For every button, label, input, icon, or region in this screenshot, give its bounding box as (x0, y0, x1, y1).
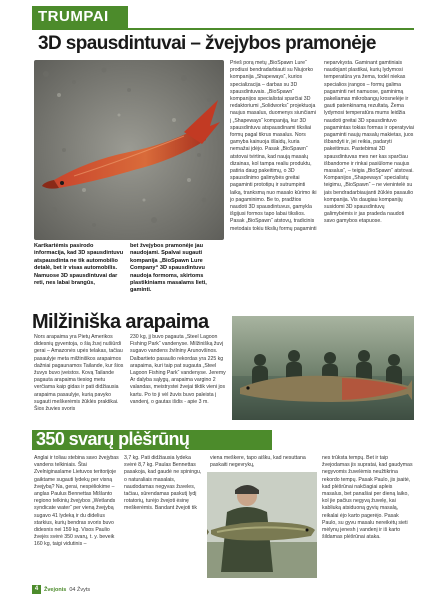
article2-column-1: Nors arapaima yra Pietų Amerikos didesnių gyventoja, o šią žuvį nušiūrdi gerai – Amazonės upės telakas, tačiau pasaulyje meta milžiniškos arapaimos dažniai pagaunamos Tailande, kur šios žuvys buvo įveistos. Kovą Tailande pagauta arapaima tiesiog metu verčiama kaip gidas ir pati didžiausia arapaima pasaulyje, kurią pavyko sugauti meškerėmis žūklės praktikai. Šios žuvies svoris (34, 334, 124, 413)
section-rule (32, 28, 414, 30)
article2-column-2: 230 kg, jį buvo pagauta „Steel Lagoon Fishing Park“ vandenyse. Milžinišką žuvį sugavo vandens žvilniny Arunovšinos. Dalbartieto pasaulio rekordas yra 225 kg arapaima, kuri taip pat sugauta „Steel Lagoon Fishing Park“ vandenyse. Jeremy Ar dalyba sąlygų, arapaima vargino 2 valandas, meistrystei žvejai tiktik vieni jos kartu. Po to ji vėl žuvis buvo paleista į vandenį, o gautas išdis - apie 3 m. (130, 334, 226, 405)
article1-column-2: Prieš porą metų „BioSpawn Lure“ prodiusi bendradarbiauti su Niujorko kompanija „Shapeways“, kurios specializacija – darbas su 3D spausdintuvais. „BioSpawn“ kompanijos specialistai sparčiai 3D redaktoriumi „Solidworks“ projektuoja naujus masalus, duomenys siunčiami į „Shapeways“ kompaniją, kur 3D spausdintuvu atspausdinami tiksliai formų pagal tikrus masalus. Nors gamyba kainuoja išlaidų, kuria nemažai įdėjo. Pasak „BioSpawn“ atstovai tvirtina, kad naują masalų dizainas, kol tampa realiu produktu, patiria daug pakeitimų, o 3D spausdinimo galimybės greitai pagaminti prototipų ir sutrumpinti laiką, tranksmą nuo masalo kūrimo iki jo pagaminimo. Be to, pradžios naudoti 3D spausdintuvus, gamykla išgijusi formos tapo labai tikslios. Pasak „BioSpawn“ atstovų, tradicinis metodais tokiu tikslių formų pagaminti (230, 60, 317, 232)
article3-column-2: 3,7 kg. Pati didžiausia lydeka svėrė 8,7 kg. Paulas Bennettas pasakoja, kad gaudė ne spiningu, o naturaliais masalais, naudodamas negyvas žuveles, tačiau, sūrendamas paskutį lydį rotatorių, turėjo žvejoti ėsinę meškerėmis. Bandant žvejoti tik (124, 455, 202, 512)
article3-column-4: nes trūksta tempų. Bet ir taip žvejodamas jis supratai, kad gaudymas negyvomis žuvelėmis neužtikrina rekordo tempų. Pasak Paulo, jis įsaitė, kad plėšrūnai nakčiagiai apleis masalus, bet panašiai per dieną laiko, kol jie pačius negyvą žuvelę, kai kabliuką atsiduoną gyvių masalą, reikalai ėjo karto pagerėjo. Pasak Paulo, su gyvu masalu nereikėtų sieti mėlynų jenesh į vandenį ir iš karto šildamas plėšrūnai ataka. (322, 455, 413, 541)
lure-caption-left: Kartkartėmis pasirodo informacija, kad 3D spausdintuvu atspausdinta ne tik automobilio detalė, bet ir visas automobilis. Namuose 3D spausdintuvai dar reti, nes labai brangūs, (34, 243, 124, 287)
article3-column-1: Anglai ir toliau stebina savo žvejybas vandens telkiniais. Štai Zvelniginaslame Lietuvos teritorijoje gaiktame sugauti lydekų per visną žvejybą? Na, gerai, nespėliokime – anglas Paulus Bennettas Mišlanto regiono telkinių žvejybos „Wetlands syndicate water“ per vieną žvejybą sugavo 41 lydeką ir du didelius starkius, kurių bendras svoris buvo didesnis nei 159 kg. Visos Paulio žvejės svėrė 350 svarų, t. y. beveik 160 kg, taigi vidutinis – (34, 455, 119, 548)
lure-caption-right: bet žvejybos pramonėje jau naudojami. Spalvai sugauti kompanija „BioSpawn Lure Company“ 3D spausdintuvu naudoja formoms, skirtoms plastikiniams masalams lieti, gaminti. (130, 243, 207, 294)
section-tag: TRUMPAI (32, 6, 128, 28)
magazine-name: Žvejonis (44, 586, 67, 593)
article2-title: Milžiniška arapaima (32, 311, 209, 333)
article1-title: 3D spausdintuvai – žvejybos pramonėje (38, 33, 376, 54)
issue-label: 04 Žvyts (69, 586, 91, 593)
article1-column-3: neparvkysta. Gaminant gamtiniais naudojant plastikai, kurių lydymosi temperatūra yra žema, todėl niekas specialios įrangos – formų galima pagaminti net namuose, gaminimą pakeliamas mikrobangų krosnelėje ir gauti patenkinamą rezultatą. Žema lydymosi temperatūra mums leidžia naudoti greitai 3D spausdintuvo pagamintas tokias formas ir operatyviai pagaminti naujų masalų makietas, juos išbandyti ir, jei reikia, padaryti pakeitimus. Pastebimai 3D spausdintuvas mes ner kas sparčiau išbandome ir rinkai pasiūlome naujus masalus“, – teigia „BioSpawn“ atstovai. Kompanijos „Shapeways“ specialistų teigimu, „BioSpawn“ – ne vienintelė su jais bendradarbiaujanti žūklės pasaulio kompanija. Vis daugiau kompanijų susidomi 3D spausdintuvų galimybėmis ir jas pradeda naudoti savo gamybos etapuose. (324, 60, 414, 225)
arapaima-photo (232, 316, 414, 420)
angler-with-pike-photo (207, 472, 317, 578)
fishing-lure-photo (34, 60, 224, 240)
article3-column-3: viena meškere, tapo aišku, kad nesuttana paskaiti negevrykų, (210, 455, 306, 469)
page-number: 4 (32, 585, 41, 594)
article3-title: 350 svarų plėšrūnų (36, 429, 190, 449)
page-footer (32, 585, 90, 594)
